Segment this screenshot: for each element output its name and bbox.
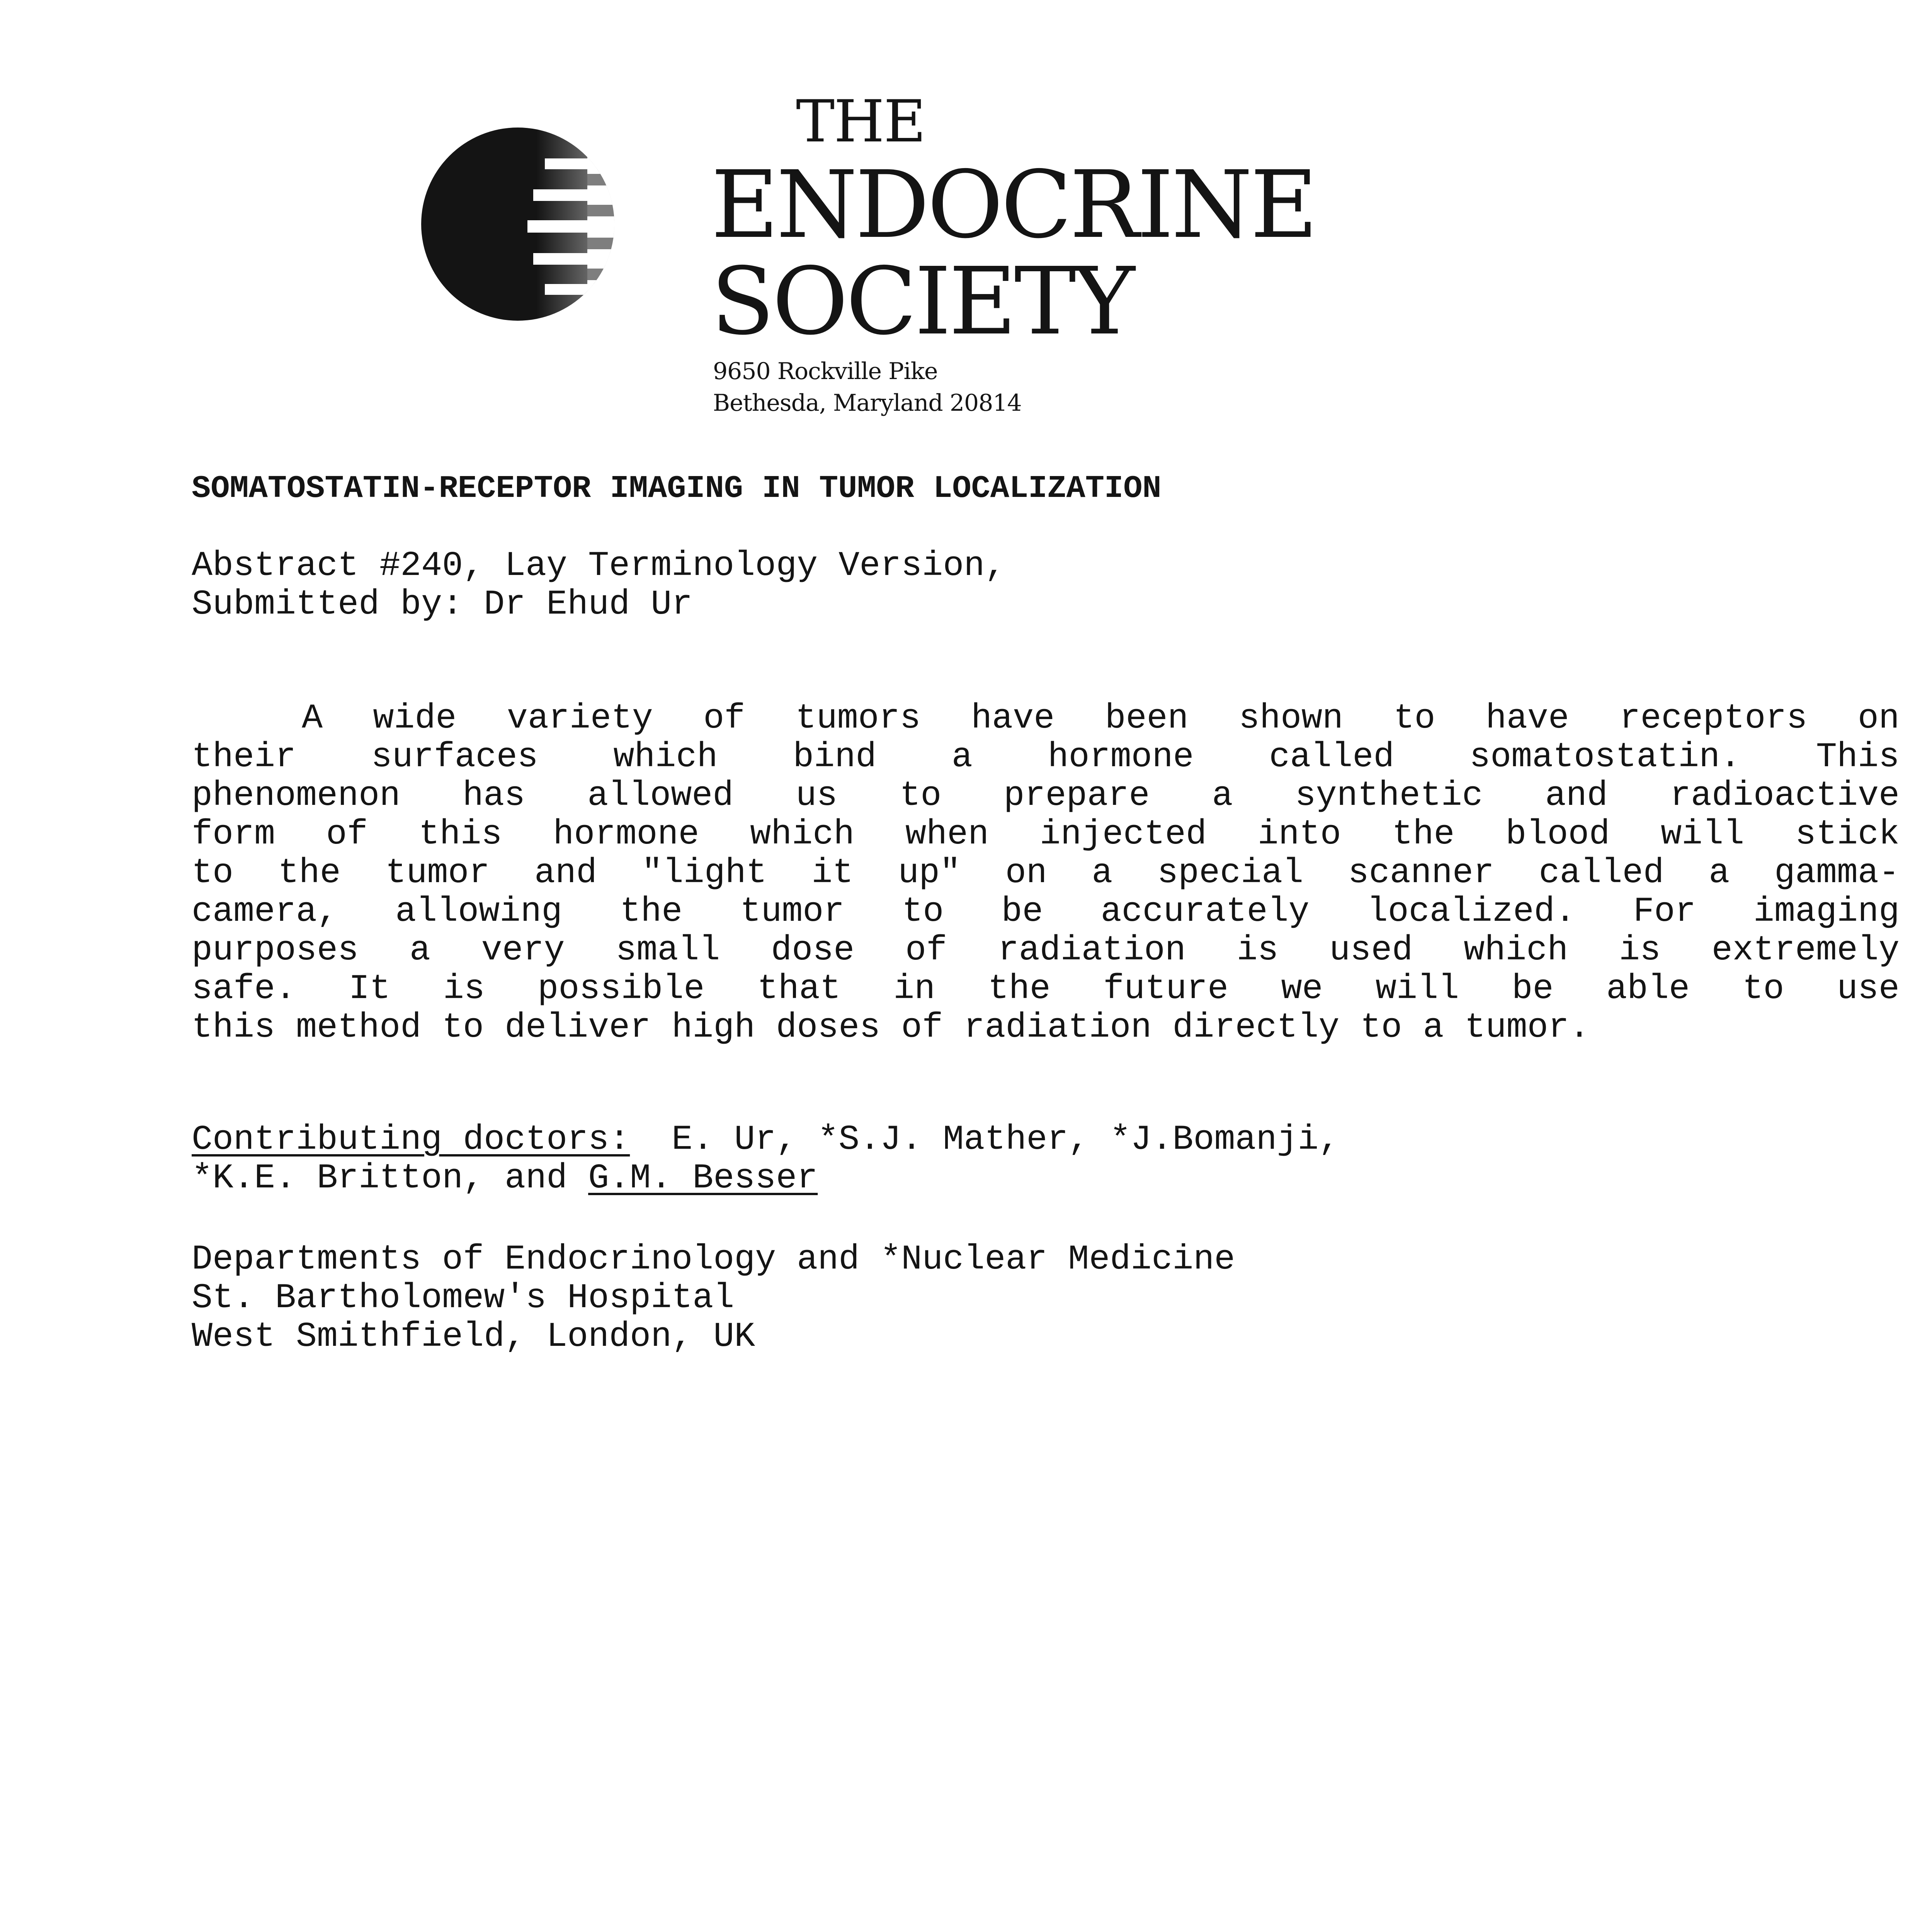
contributor-highlight: G.M. Besser (588, 1159, 818, 1198)
paragraph-line: phenomenon has allowed us to prepare a synthetic and radioactive (192, 776, 1900, 816)
abstract-info (192, 547, 1005, 624)
organization-name-line2: ENDOCRINE (711, 151, 1316, 259)
department-info (192, 1240, 1235, 1356)
contributors-label: Contributing doctors: (192, 1120, 630, 1160)
organization-name-line3: SOCIETY (711, 247, 1133, 355)
hospital-line: St. Bartholomew's Hospital (192, 1279, 735, 1318)
abstract-line: Abstract #240, Lay Terminology Version, (192, 546, 1006, 586)
contributors-line (192, 1159, 1340, 1198)
abstract-paragraph (192, 699, 1900, 1047)
organization-name-line1: THE (796, 88, 925, 155)
contributors (192, 1121, 1340, 1198)
organization-address (713, 355, 1022, 419)
address-line: 9650 Rockville Pike (713, 358, 938, 385)
paragraph-line: purposes a very small dose of radiation is used which is extremely (192, 931, 1900, 970)
document-title: SOMATOSTATIN-RECEPTOR IMAGING IN TUMOR LOCALIZATION (192, 471, 1162, 507)
paragraph-line: camera, allowing the tumor to be accurately localized. For imaging (192, 892, 1900, 932)
paragraph-line: their surfaces which bind a hormone called somatostatin. This (192, 738, 1900, 777)
paragraph-line: A wide variety of tumors have been shown to have receptors on (302, 699, 1900, 738)
paragraph-line: form of this hormone which when injected into the blood will stick (192, 815, 1900, 854)
address-line: Bethesda, Maryland 20814 (713, 389, 1022, 417)
submitted-line: Submitted by: Dr Ehud Ur (192, 585, 693, 624)
contributors-line (192, 1121, 1340, 1159)
paragraph-line: this method to deliver high doses of radiation directly to a tumor. (192, 1008, 1590, 1048)
department-line: Departments of Endocrinology and *Nuclear Medicine (192, 1240, 1235, 1279)
paragraph-line: safe. It is possible that in the future we will be able to use (192, 969, 1900, 1009)
paragraph-line: to the tumor and "light it up" on a special scanner called a gamma- (192, 854, 1900, 893)
contributors-names: E. Ur, *S.J. Mather, *J.Bomanji, (672, 1120, 1340, 1160)
location-line: West Smithfield, London, UK (192, 1317, 755, 1357)
endocrine-society-logo-icon (417, 100, 634, 348)
contributors-names: *K.E. Britton, and (192, 1159, 588, 1198)
